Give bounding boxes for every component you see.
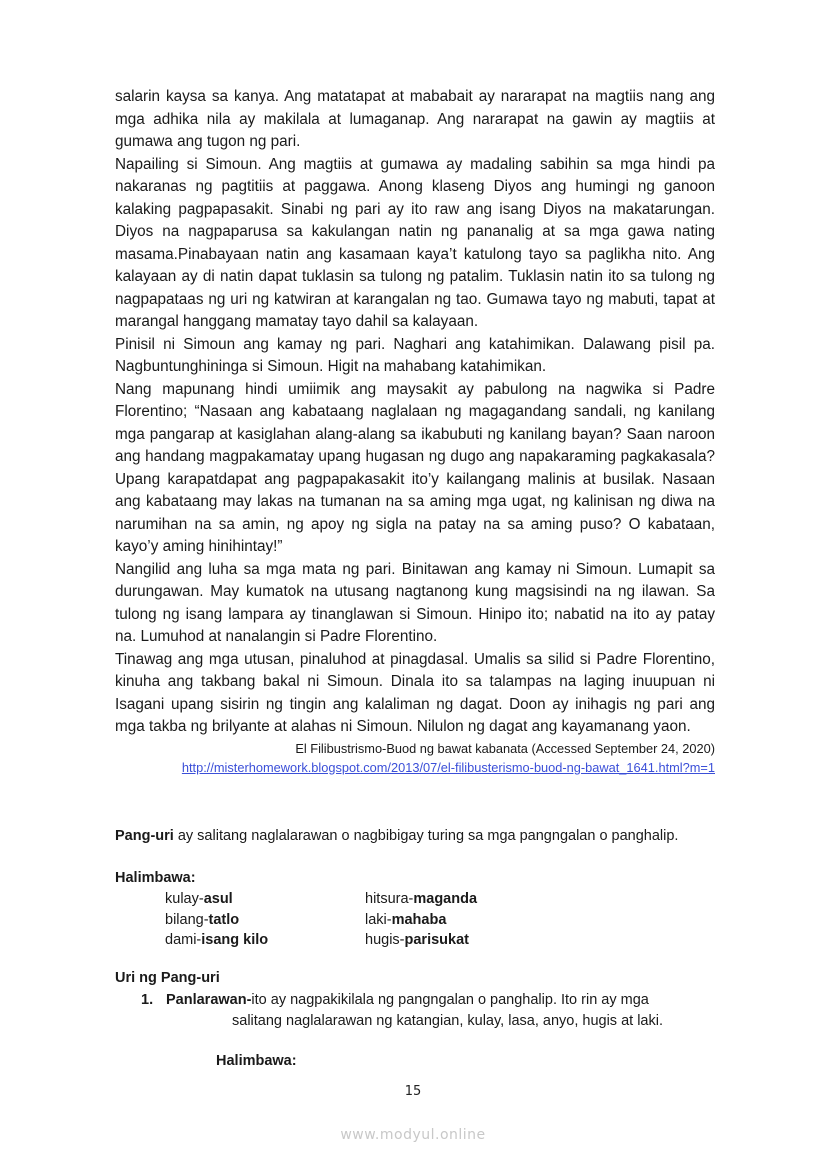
list-number: 1. (141, 992, 154, 1008)
example-item (365, 889, 565, 910)
definition-text: ay salitang naglalarawan o nagbibigay turing sa mga pangngalan o panghalip. (173, 828, 679, 844)
paragraph: salarin kaysa sa kanya. Ang matatapat at mababait ay nararapat na magtiis nang ang mga adhika nila ay makilala at lumaganap. Ang nararapat na gawin ay magtiis at gumawa ang tugon ng pari. (115, 88, 715, 150)
example-value: asul (203, 891, 233, 907)
example-row (165, 889, 565, 910)
type-term: Panlarawan- (166, 992, 252, 1008)
example-prefix: laki- (365, 911, 392, 928)
paragraph: Nang mapunang hindi umiimik ang maysakit ay pabulong na nagwika si Padre Florentino; “Nasaan ang kabataang naglalaan ng magagandang sandali, ng kanilang mga pangarap at kasiglahan alang-alang sa ikabubuti ng kanilang bayan? Saan naroon ang handang magpakamatay upang hugasan ng dugo ang napakaraming pagkakasala? Upang karapatdapat ang pagpapakasakit ito’y kailangang malinis at busilak. Nasaan ang kabataang may lakas na tumanan na sa aming mga ugat, ng kalinisan ng diwa na narumihan na sa amin, ng apoy ng sigla na patay na sa aming puso? O kabataan, kayo’y aming hinihintay!” (115, 380, 715, 555)
story-summary (115, 86, 715, 777)
example-item (165, 910, 365, 931)
example-item (365, 910, 565, 931)
types-heading: Uri ng Pang-uri (115, 970, 220, 986)
citation-text: El Filibustrismo-Buod ng bawat kabanata (Accessed September 24, 2020) (295, 740, 715, 756)
example-value: mahaba (391, 911, 447, 928)
example-prefix: bilang- (165, 911, 209, 928)
citation-link[interactable]: http://misterhomework.blogspot.com/2013/07/el-filibusterismo-buod-ng-bawat_1641.html?m=1 (181, 759, 715, 775)
type-example-heading: Halimbawa: (216, 1053, 297, 1069)
example-prefix: hugis- (365, 932, 405, 948)
example-row (165, 910, 565, 931)
example-item (365, 930, 565, 951)
type-description-line1: ito ay nagpakikilala ng pangngalan o panghalip. Ito rin ay mga (251, 992, 649, 1008)
examples-heading: Halimbawa: (115, 870, 196, 886)
example-value: parisukat (404, 932, 469, 948)
example-item (165, 889, 365, 910)
example-prefix: dami- (165, 932, 202, 948)
example-prefix: kulay- (165, 891, 204, 907)
paragraph: Napailing si Simoun. Ang magtiis at gumawa ay madaling sabihin sa mga hindi pa nakaranas ng pagtitiis at paggawa. Anong klaseng Diyos ang humingi ng ganoon kalaking pagpapasakit. Sinabi ng pari ay ito raw ang isang Diyos na makatarungan. Diyos na nagpaparusa sa kakulangan natin ng pananalig at sa mga gawa nating masama.Pinabayaan natin ang kasamaan kaya’t katulong tayo sa paglikha nito. Ang kalayaan ay di natin dapat tuklasin sa tulong ng patalim. Tuklasin natin ito sa tulong ng nagpapataas ng uri ng katwiran at karangalan ng tao. Gumawa tayo ng mabuti, tapat at marangal hanggang mamatay tayo dahil sa kalayaan. (115, 155, 715, 330)
definition-term: Pang-uri (115, 828, 174, 844)
example-value: isang kilo (201, 932, 269, 948)
example-item (165, 930, 365, 951)
example-value: maganda (413, 891, 478, 907)
pang-uri-definition (115, 828, 678, 844)
type-list-item (141, 990, 721, 1032)
examples-table (165, 889, 565, 951)
citation-link-line (115, 758, 715, 777)
example-row (165, 930, 565, 951)
page-number: 15 (404, 1084, 422, 1099)
paragraph: Pinisil ni Simoun ang kamay ng pari. Naghari ang katahimikan. Dalawang pisil pa. Nagbuntunghininga si Simoun. Higit na mahabang katahimikan. (115, 335, 715, 375)
watermark: www.modyul.online (340, 1127, 486, 1143)
example-prefix: hitsura- (365, 891, 414, 907)
paragraph: Tinawag ang mga utusan, pinaluhod at pinagdasal. Umalis sa silid si Padre Florentino, kinuha ang takbang bakal ni Simoun. Dinala ito sa talampas na laging inuupuan ni Isagani upang sisirin ng tingin ang kalaliman ng dagat. Doon ay inihagis ng pari ang mga takba ng brilyante at alahas ni Simoun. Nilulon ng dagat ang kayamanang yaon. (115, 650, 715, 735)
example-value: tatlo (208, 911, 240, 928)
type-description-line2: salitang naglalarawan ng katangian, kulay, lasa, anyo, hugis at laki. (232, 1013, 663, 1029)
paragraph: Nangilid ang luha sa mga mata ng pari. Binitawan ang kamay ni Simoun. Lumapit sa durungawan. May kumatok na utusang nagtanong kung magsisindi na ng ilawan. Sa tulong ng isang lampara ay tinanglawan si Simoun. Hinipo ito; nabatid na ito ay patay na. Lumuhod at nanalangin si Padre Florentino. (115, 560, 715, 645)
